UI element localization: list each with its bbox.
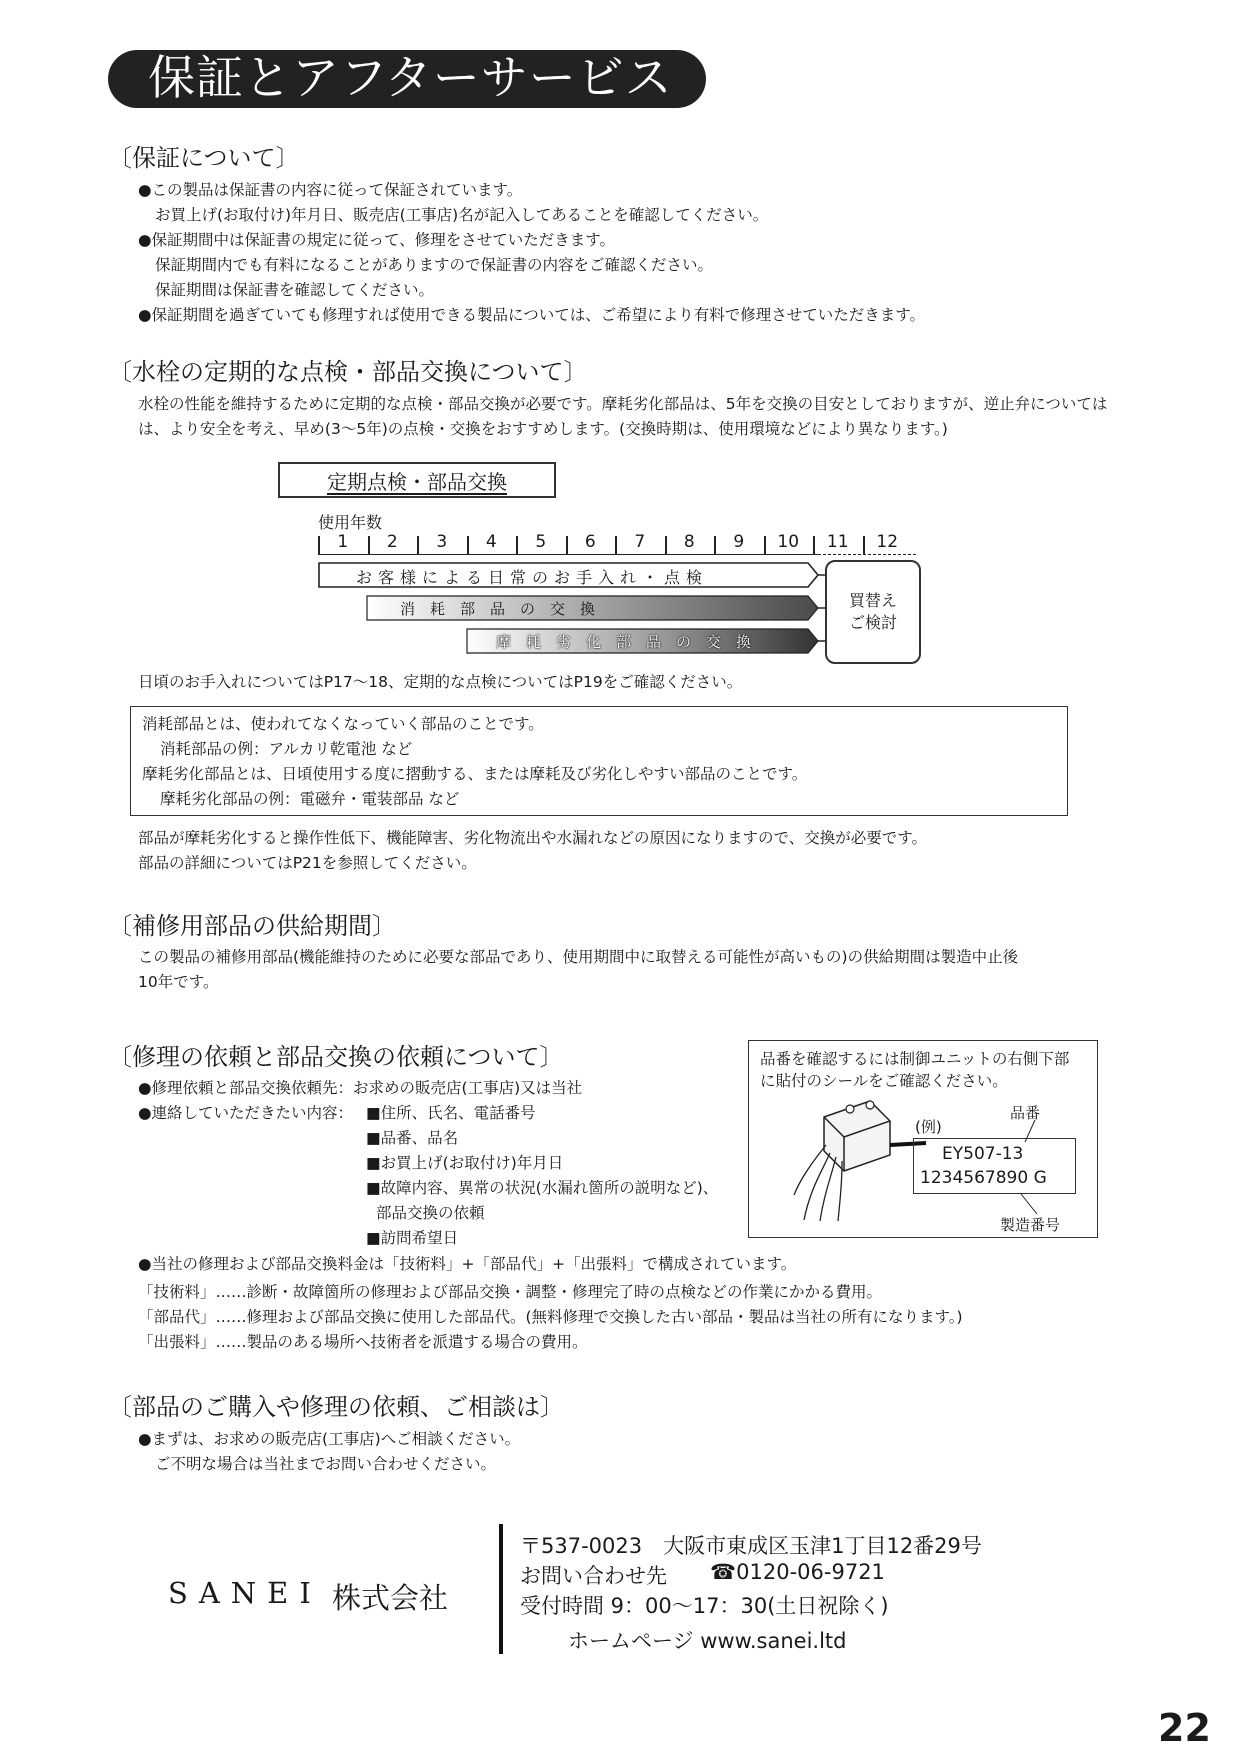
inspection-line: 水栓の性能を維持するために定期的な点検・部品交換が必要です。摩耗劣化部品は、5年を交換の目安としておりますが、逆止弁については <box>138 395 1108 413</box>
care-reference: 日頃のお手入れについてはP17～18、定期的な点検についてはP19をご確認ください。 <box>138 673 743 691</box>
label-location-line: 品番を確認するには制御ユニットの右側下部 <box>760 1050 1070 1068</box>
replace-label: 買替え <box>848 591 897 610</box>
year-label: 4 <box>485 532 497 552</box>
footer-divider <box>499 1524 503 1654</box>
company-address: 〒537-0023 大阪市東成区玉津1丁目12番29号 <box>520 1534 982 1558</box>
serial-number-label: 製造番号 <box>1000 1216 1061 1234</box>
label-location-text <box>760 1048 1069 1092</box>
year-label: 10 <box>777 532 800 552</box>
contact-item: ■故障内容、異常の状況(水漏れ箇所の説明など)、 <box>366 1179 719 1197</box>
inspection-heading: 〔水栓の定期的な点検・部品交換について〕 <box>108 358 588 386</box>
year-label: 6 <box>584 532 596 552</box>
label-location-line: に貼付のシールをご確認ください。 <box>760 1072 1008 1090</box>
sticker-leader-lines <box>1005 1118 1065 1218</box>
purchase-heading: 〔部品のご購入や修理の依頼、ご相談は〕 <box>108 1393 564 1421</box>
control-unit-illustration <box>790 1095 930 1225</box>
repair-heading: 〔修理の依頼と部品交換の依頼について〕 <box>108 1043 564 1071</box>
company-suffix: 株式会社 <box>332 1581 449 1615</box>
replace-consideration-box <box>825 560 921 664</box>
part-number-label: 品番 <box>1010 1104 1041 1122</box>
page-number: 22 <box>1158 1706 1211 1750</box>
supply-line: 10年です。 <box>138 973 219 991</box>
consider-label: ご検討 <box>848 613 897 632</box>
business-hours: 受付時間 9：00～17：30(土日祝除く) <box>520 1594 889 1618</box>
warranty-line: 保証期間は保証書を確認してください。 <box>155 281 435 299</box>
schedule-title-box <box>278 462 556 498</box>
warranty-line: ●保証期間中は保証書の規定に従って、修理をさせていただきます。 <box>138 231 615 249</box>
part-number: EY507-13 <box>942 1144 1024 1164</box>
years-label: 使用年数 <box>318 513 383 532</box>
year-label: 1 <box>337 532 349 552</box>
warranty-line: ●この製品は保証書の内容に従って保証されています。 <box>138 181 523 199</box>
contact-item: ■品番、品名 <box>366 1129 459 1147</box>
year-label: 3 <box>436 532 448 552</box>
contact-item: ■住所、氏名、電話番号 <box>366 1104 536 1122</box>
example-label: (例) <box>915 1118 942 1136</box>
year-axis-dashed-line <box>818 554 916 555</box>
contact-item: ■お買上げ(お取付け)年月日 <box>366 1154 564 1172</box>
year-label: 12 <box>876 532 899 552</box>
inquiry-label: お問い合わせ先 <box>520 1564 667 1588</box>
warranty-line: お買上げ(お取付け)年月日、販売店(工事店)名が記入してあることを確認してください。 <box>155 206 769 224</box>
warranty-line: ●保証期間を過ぎていても修理すれば使用できる製品については、ご希望により有料で修理させていただきます。 <box>138 306 925 324</box>
year-scale <box>318 532 918 556</box>
page-title: 保証とアフターサービス <box>148 51 673 106</box>
website-link[interactable]: ホームページ www.sanei.ltd <box>568 1629 847 1653</box>
fee-line: 「部品代」……修理および部品交換に使用した部品代。(無料修理で交換した古い部品・製品は当社の所有になります。) <box>138 1308 963 1326</box>
inspection-after-line: 部品の詳細についてはP21を参照してください。 <box>138 854 477 872</box>
year-label: 5 <box>535 532 547 552</box>
fee-line: 「技術料」……診断・故障箇所の修理および部品交換・調整・修理完了時の点検などの作業にかかる費用。 <box>138 1283 883 1301</box>
inspection-line: は、より安全を考え、早め(3～5年)の点検・交換をおすすめします。(交換時期は、使用環境などにより異なります。) <box>138 420 948 438</box>
contact-item: ■訪問希望日 <box>366 1229 459 1247</box>
year-label: 11 <box>826 532 849 552</box>
company-logo: SANEI <box>168 1576 322 1610</box>
fees-intro: ●当社の修理および部品交換料金は「技術料」+「部品代」+「出張料」で構成されています。 <box>138 1255 797 1273</box>
wear-example: 摩耗劣化部品の例：電磁弁・電装部品 など <box>160 790 460 808</box>
consumable-definition: 消耗部品とは、使われてなくなっていく部品のことです。 <box>142 715 544 733</box>
purchase-line: ご不明な場合は当社までお問い合わせください。 <box>155 1455 497 1473</box>
contact-item: 部品交換の依頼 <box>376 1204 485 1222</box>
serial-number: 1234567890 G <box>920 1168 1047 1188</box>
consumable-label: 消 耗 部 品 の 交 換 <box>400 600 596 618</box>
daily-care-label: お客様による日常のお手入れ・点検 <box>356 568 709 587</box>
contact-label: ●連絡していただきたい内容： <box>138 1104 354 1122</box>
repair-request-to: ●修理依頼と部品交換依頼先：お求めの販売店(工事店)又は当社 <box>138 1079 583 1097</box>
year-label: 9 <box>733 532 745 552</box>
phone-number: ☎0120-06-9721 <box>710 1560 885 1584</box>
supply-line: この製品の補修用部品(機能維持のために必要な部品であり、使用期間中に取替える可能性が高いもの)の供給期間は製造中止後 <box>138 948 1019 966</box>
purchase-line: ●まずは、お求めの販売店(工事店)へご相談ください。 <box>138 1430 521 1448</box>
year-label: 8 <box>683 532 695 552</box>
year-label: 7 <box>634 532 646 552</box>
wear-definition: 摩耗劣化部品とは、日頃使用する度に摺動する、または摩耗及び劣化しやすい部品のことです。 <box>142 765 808 783</box>
warranty-heading: 〔保証について〕 <box>108 144 300 172</box>
year-label: 2 <box>386 532 398 552</box>
year-axis-line <box>318 554 818 555</box>
supply-heading: 〔補修用部品の供給期間〕 <box>108 912 396 940</box>
inspection-after-line: 部品が摩耗劣化すると操作性低下、機能障害、劣化物流出や水漏れなどの原因になりますので、交換が必要です。 <box>138 829 927 847</box>
schedule-title: 定期点検・部品交換 <box>327 469 507 494</box>
warranty-line: 保証期間内でも有料になることがありますので保証書の内容をご確認ください。 <box>155 256 714 274</box>
consumable-example: 消耗部品の例：アルカリ乾電池 など <box>160 740 413 758</box>
fee-line: 「出張料」……製品のある場所へ技術者を派遣する場合の費用。 <box>138 1333 588 1351</box>
wear-parts-label: 摩 耗 劣 化 部 品 の 交 換 <box>496 633 752 651</box>
